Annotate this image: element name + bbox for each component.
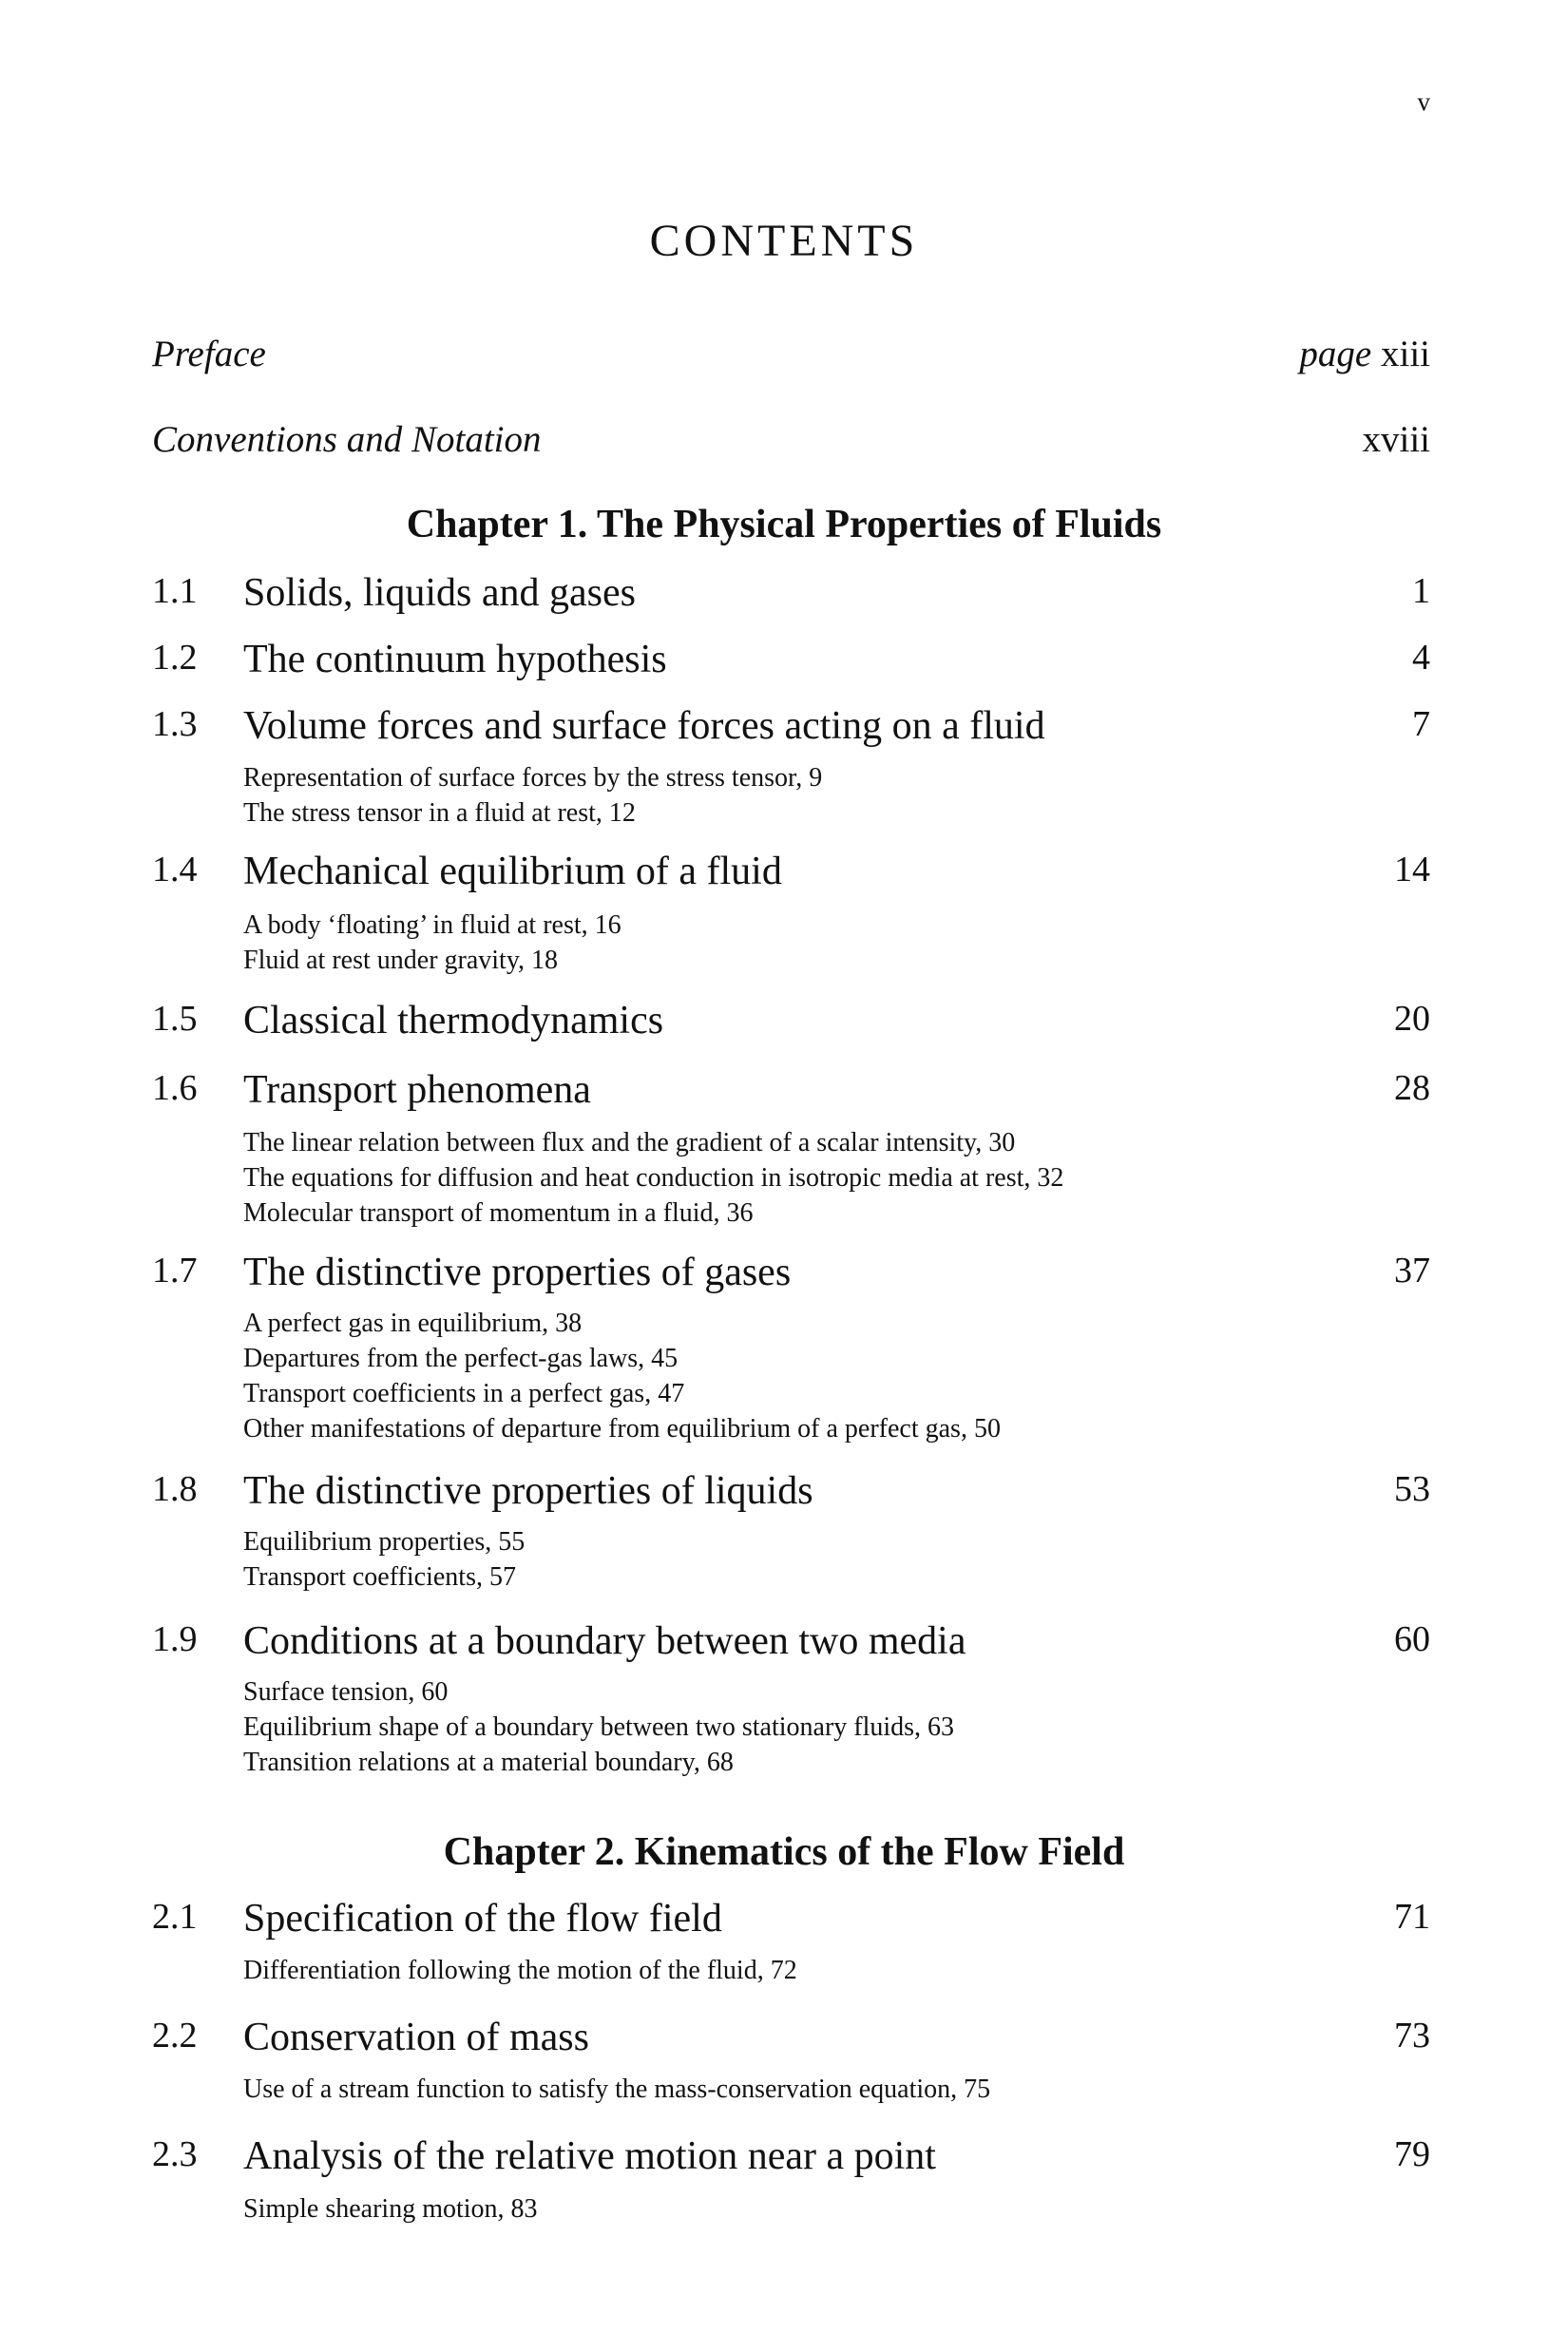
- section-page: 73: [1394, 2016, 1430, 2056]
- section-page: 60: [1394, 1619, 1430, 1659]
- subsection-list: [243, 1524, 1431, 1595]
- toc-section-1-1[interactable]: [152, 570, 1430, 620]
- subsection-entry[interactable]: The equations for diffusion and heat conduction in isotropic media at rest, 32: [243, 1163, 1064, 1193]
- section-page: 79: [1394, 2134, 1430, 2174]
- subsection-list: [243, 1306, 1431, 1446]
- section-page: 53: [1394, 1469, 1430, 1509]
- section-page: 37: [1394, 1251, 1430, 1291]
- page-value: xiii: [1380, 334, 1430, 374]
- toc-section-1-7[interactable]: [152, 1250, 1430, 1299]
- section-title: Mechanical equilibrium of a fluid: [243, 850, 782, 893]
- section-page: 14: [1394, 850, 1430, 889]
- section-page: 4: [1412, 638, 1430, 678]
- subsection-list: [243, 760, 1431, 831]
- toc-section-1-9[interactable]: [152, 1618, 1430, 1668]
- toc-section-1-6[interactable]: [152, 1067, 1430, 1117]
- page-title: CONTENTS: [649, 216, 919, 266]
- section-number: 2.3: [152, 2134, 198, 2174]
- page-label: page: [1299, 334, 1372, 374]
- subsection-entry[interactable]: The stress tensor in a fluid at rest, 12: [243, 798, 636, 828]
- section-number: 1.2: [152, 638, 198, 678]
- subsection-entry[interactable]: Fluid at rest under gravity, 18: [243, 946, 559, 975]
- subsection-entry[interactable]: Other manifestations of departure from equilibrium of a perfect gas, 50: [243, 1414, 1001, 1444]
- section-title: Specification of the flow field: [243, 1897, 722, 1941]
- section-title: Transport phenomena: [243, 1068, 591, 1112]
- toc-entry-conventions[interactable]: [152, 418, 1430, 466]
- toc-entry-preface[interactable]: [152, 333, 1430, 380]
- section-page: 7: [1412, 704, 1430, 744]
- toc-section-1-4[interactable]: [152, 849, 1430, 898]
- subsection-entry[interactable]: A perfect gas in equilibrium, 38: [243, 1309, 583, 1338]
- section-title: Volume forces and surface forces acting on a fluid: [243, 704, 1045, 748]
- section-number: 2.2: [152, 2016, 198, 2056]
- toc-section-1-3[interactable]: [152, 703, 1430, 753]
- toc-section-2-2[interactable]: [152, 2015, 1430, 2064]
- section-number: 1.4: [152, 850, 198, 889]
- subsection-list: [243, 1674, 1431, 1780]
- entry-title: Conventions and Notation: [152, 419, 542, 460]
- entry-page: [1299, 333, 1430, 375]
- subsection-entry[interactable]: A body ‘floating’ in fluid at rest, 16: [243, 910, 621, 940]
- section-number: 1.7: [152, 1251, 198, 1291]
- section-title: Solids, liquids and gases: [243, 571, 637, 615]
- toc-section-2-1[interactable]: [152, 1896, 1430, 1945]
- page-number: v: [1417, 87, 1430, 116]
- subsection-entry[interactable]: Equilibrium properties, 55: [243, 1527, 526, 1557]
- section-number: 1.5: [152, 999, 198, 1039]
- subsection-entry[interactable]: Equilibrium shape of a boundary between two stationary fluids, 63: [243, 1712, 955, 1742]
- section-page: 28: [1394, 1068, 1430, 1108]
- subsection-entry[interactable]: Transition relations at a material boundary, 68: [243, 1748, 734, 1777]
- subsection-list: [243, 908, 1431, 978]
- toc-section-2-3[interactable]: [152, 2133, 1430, 2183]
- subsection-list: [243, 2191, 1431, 2227]
- entry-title: Preface: [152, 334, 266, 374]
- section-page: 20: [1394, 999, 1430, 1039]
- section-number: 1.6: [152, 1068, 198, 1108]
- section-title: Classical thermodynamics: [243, 999, 664, 1042]
- section-title: Analysis of the relative motion near a point: [243, 2134, 936, 2178]
- subsection-list: [243, 1125, 1431, 1231]
- subsection-entry[interactable]: Representation of surface forces by the stress tensor, 9: [243, 763, 823, 793]
- chapter-heading-2: Chapter 2. Kinematics of the Flow Field: [443, 1830, 1125, 1874]
- subsection-entry[interactable]: Transport coefficients in a perfect gas, 47: [243, 1379, 685, 1408]
- subsection-entry[interactable]: Use of a stream function to satisfy the mass-conservation equation, 75: [243, 2075, 991, 2104]
- section-number: 2.1: [152, 1897, 198, 1937]
- subsection-entry[interactable]: Transport coefficients, 57: [243, 1562, 516, 1592]
- toc-section-1-8[interactable]: [152, 1468, 1430, 1518]
- subsection-entry[interactable]: Differentiation following the motion of the fluid, 72: [243, 1956, 797, 1985]
- subsection-entry[interactable]: The linear relation between flux and the gradient of a scalar intensity, 30: [243, 1128, 1016, 1157]
- subsection-list: [243, 1953, 1431, 1988]
- section-number: 1.9: [152, 1619, 198, 1659]
- section-number: 1.3: [152, 704, 198, 744]
- subsection-entry[interactable]: Surface tension, 60: [243, 1677, 449, 1707]
- section-number: 1.8: [152, 1469, 198, 1509]
- toc-section-1-2[interactable]: [152, 637, 1430, 686]
- section-title: Conservation of mass: [243, 2016, 589, 2059]
- subsection-list: [243, 2072, 1431, 2107]
- subsection-entry[interactable]: Molecular transport of momentum in a fluid, 36: [243, 1198, 754, 1228]
- subsection-entry[interactable]: Simple shearing motion, 83: [243, 2194, 538, 2224]
- entry-page: xviii: [1362, 419, 1430, 460]
- subsection-entry[interactable]: Departures from the perfect-gas laws, 45: [243, 1344, 679, 1373]
- section-title: Conditions at a boundary between two media: [243, 1619, 966, 1663]
- section-title: The distinctive properties of liquids: [243, 1469, 813, 1513]
- section-title: The distinctive properties of gases: [243, 1251, 792, 1294]
- section-page: 71: [1394, 1897, 1430, 1937]
- section-number: 1.1: [152, 571, 198, 611]
- toc-section-1-5[interactable]: [152, 998, 1430, 1047]
- section-page: 1: [1412, 571, 1430, 611]
- section-title: The continuum hypothesis: [243, 638, 667, 681]
- chapter-heading-1: Chapter 1. The Physical Properties of Fluids: [406, 503, 1162, 546]
